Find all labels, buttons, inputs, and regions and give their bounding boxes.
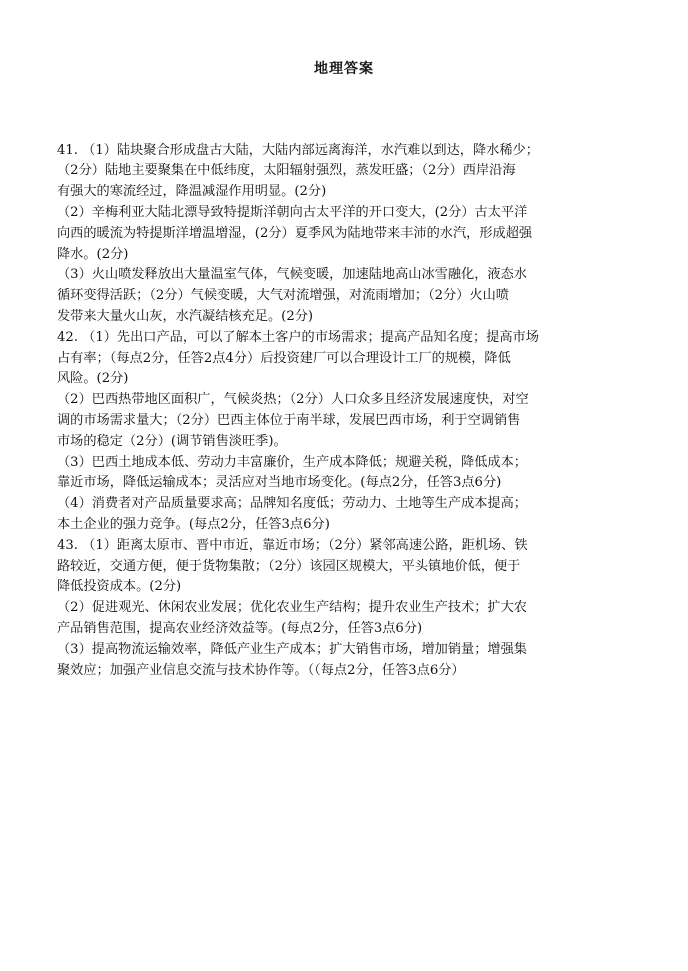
q42-line: 靠近市场，降低运输成本；灵活应对当地市场变化。(每点2分，任答3点6分) (57, 475, 502, 491)
q42-line: 调的市场需求量大；（2分）巴西主体位于南半球，发展巴西市场，利于空调销售 (57, 412, 521, 428)
q43-line: 产品销售范围，提高农业经济效益等。(每点2分，任答3点6分) (57, 620, 423, 636)
answer-content (57, 99, 637, 681)
q41-line: （3）火山喷发释放出大量温室气体，气候变暖，加速陆地高山冰雪融化，液态水 (57, 267, 527, 283)
q41-line: 循环变得活跃；（2分）气候变暖，大气对流增强，对流雨增加；（2分）火山喷 (57, 288, 509, 304)
q42-line: 本土企业的强力竞争。(每点2分，任答3点6分) (57, 516, 330, 532)
q42-line: 风险。(2分) (57, 371, 129, 387)
q43-line: 聚效应；加强产业信息交流与技术协作等。（（每点2分，任答3点6分） (57, 662, 465, 678)
mcq-answers-row-1 (57, 99, 637, 120)
q43-line: 路较近，交通方便，便于货物集散；（2分）该园区规模大，平头镇地价低，便于 (57, 558, 521, 574)
q41-line: （2分）陆地主要聚集在中低纬度，太阳辐射强烈，蒸发旺盛；（2分）西岸沿海 (57, 163, 516, 179)
q43-line: （3）提高物流运输效率，降低产业生产成本；扩大销售市场，增加销量；增强集 (57, 641, 527, 657)
q42-line: （3）巴西土地成本低、劳动力丰富廉价，生产成本降低；规避关税，降低成本； (57, 454, 527, 470)
q41-line: 41. （1）陆块聚合形成盘古大陆，大陆内部远离海洋，水汽难以到达，降水稀少； (57, 142, 539, 158)
q42-line: （2）巴西热带地区面积广，气候炎热；（2分）人口众多且经济发展速度快，对空 (57, 392, 529, 408)
q42-line: 占有率；（每点2分，任答2点4分）后投资建厂可以合理设计工厂的规模，降低 (57, 350, 511, 366)
mcq-answers-row-2 (57, 120, 637, 141)
q43-line: （2）促进观光、休闲农业发展；优化农业生产结构；提升农业生产技术；扩大农 (57, 600, 527, 616)
q41-line: 向西的暖流为特提斯洋增温增湿，(2分）夏季风为陆地带来丰沛的水汽，形成超强 (57, 225, 533, 241)
q41-line: 发带来大量火山灰，水汽凝结核充足。(2分) (57, 308, 314, 324)
q43-line: 43. （1）距离太原市、晋中市近，靠近市场；（2分）紧邻高速公路，距机场、铁 (57, 537, 528, 553)
q42-line: 42. （1）先出口产品，可以了解本土客户的市场需求；提高产品知名度；提高市场 (57, 329, 539, 345)
q42-line: 市场的稳定（2分）(调节销售淡旺季)。 (57, 433, 287, 449)
q41-line: 有强大的寒流经过，降温减湿作用明显。(2分) (57, 184, 327, 200)
q41-line: 降水。(2分) (57, 246, 129, 262)
q43-line: 降低投资成本。(2分) (57, 579, 182, 595)
q42-line: （4）消费者对产品质量要求高；品牌知名度低；劳动力、土地等生产成本提高； (57, 496, 527, 512)
q41-line: （2）辛梅利亚大陆北漂导致特提斯洋朝向古太平洋的开口变大，(2分）古太平洋 (57, 204, 528, 220)
page-title: 地理答案 (314, 61, 374, 77)
